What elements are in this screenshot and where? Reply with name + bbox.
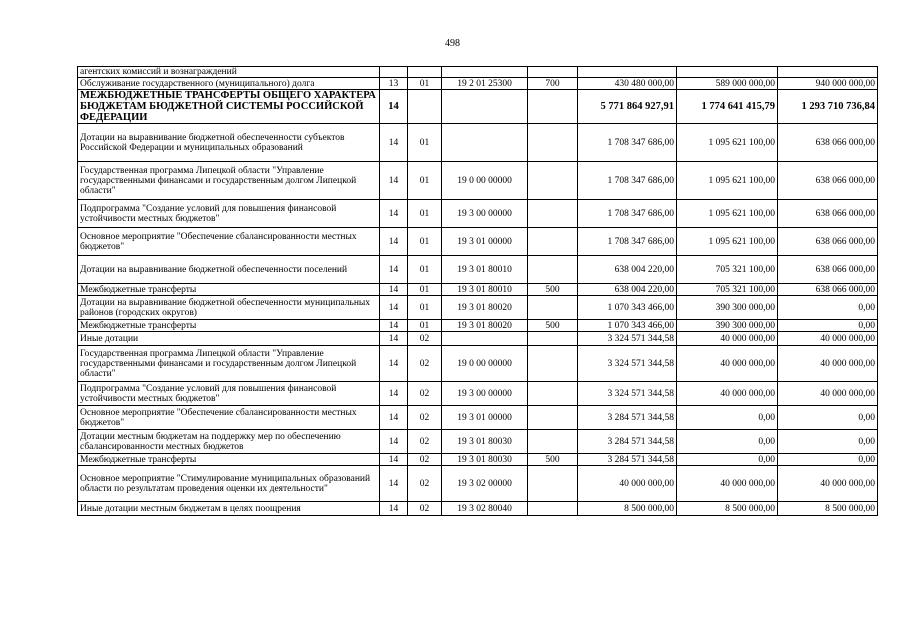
row-name-cell: Основное мероприятие "Обеспечение сбалансированности местных бюджетов" xyxy=(78,406,380,430)
amount-year-2-cell: 0,00 xyxy=(677,430,778,454)
section-code-cell: 14 xyxy=(380,332,408,346)
target-article-cell xyxy=(442,90,528,124)
table-row xyxy=(78,502,878,516)
row-name-cell: агентских комиссий и вознаграждений xyxy=(78,67,380,78)
amount-year-2-cell: 40 000 000,00 xyxy=(677,382,778,406)
row-name-cell: Межбюджетные трансферты xyxy=(78,320,380,332)
target-article-cell: 19 3 01 80010 xyxy=(442,256,528,284)
amount-year-1-cell: 3 284 571 344,58 xyxy=(578,430,677,454)
amount-year-1-cell: 1 070 343 466,00 xyxy=(578,296,677,320)
target-article-cell: 19 3 02 80040 xyxy=(442,502,528,516)
amount-year-3-cell: 40 000 000,00 xyxy=(778,382,878,406)
target-article-cell: 19 3 01 00000 xyxy=(442,406,528,430)
section-code-cell: 14 xyxy=(380,90,408,124)
expense-type-cell: 500 xyxy=(528,454,578,466)
subsection-code-cell: 01 xyxy=(408,78,442,90)
amount-year-1-cell: 1 708 347 686,00 xyxy=(578,124,677,162)
subsection-code-cell: 02 xyxy=(408,346,442,382)
expense-type-cell xyxy=(528,502,578,516)
section-code-cell xyxy=(380,67,408,78)
target-article-cell: 19 3 00 00000 xyxy=(442,200,528,228)
amount-year-1-cell xyxy=(578,67,677,78)
amount-year-3-cell: 638 066 000,00 xyxy=(778,200,878,228)
subsection-code-cell: 02 xyxy=(408,382,442,406)
expense-type-cell xyxy=(528,430,578,454)
section-code-cell: 14 xyxy=(380,502,408,516)
subsection-code-cell: 02 xyxy=(408,430,442,454)
amount-year-2-cell: 1 095 621 100,00 xyxy=(677,228,778,256)
target-article-cell: 19 0 00 00000 xyxy=(442,346,528,382)
amount-year-1-cell: 638 004 220,00 xyxy=(578,284,677,296)
amount-year-2-cell: 390 300 000,00 xyxy=(677,320,778,332)
subsection-code-cell: 01 xyxy=(408,162,442,200)
amount-year-2-cell: 1 095 621 100,00 xyxy=(677,162,778,200)
target-article-cell xyxy=(442,124,528,162)
expense-type-cell xyxy=(528,406,578,430)
amount-year-3-cell: 0,00 xyxy=(778,430,878,454)
expense-type-cell xyxy=(528,296,578,320)
subsection-code-cell: 02 xyxy=(408,502,442,516)
expense-type-cell xyxy=(528,466,578,502)
expense-type-cell xyxy=(528,228,578,256)
amount-year-2-cell xyxy=(677,67,778,78)
subsection-code-cell: 01 xyxy=(408,124,442,162)
expense-type-cell xyxy=(528,256,578,284)
section-code-cell: 14 xyxy=(380,124,408,162)
row-name-cell: Государственная программа Липецкой области "Управление государственными финансами и государственным долгом Липецкой области" xyxy=(78,162,380,200)
table-row xyxy=(78,454,878,466)
table-row xyxy=(78,296,878,320)
table-row xyxy=(78,200,878,228)
section-code-cell: 14 xyxy=(380,466,408,502)
amount-year-1-cell: 430 480 000,00 xyxy=(578,78,677,90)
subsection-code-cell: 02 xyxy=(408,454,442,466)
subsection-code-cell: 02 xyxy=(408,406,442,430)
subsection-code-cell: 01 xyxy=(408,200,442,228)
section-code-cell: 14 xyxy=(380,430,408,454)
target-article-cell: 19 3 02 00000 xyxy=(442,466,528,502)
subsection-code-cell: 01 xyxy=(408,256,442,284)
target-article-cell: 19 2 01 25300 xyxy=(442,78,528,90)
expense-type-cell xyxy=(528,124,578,162)
target-article-cell: 19 3 00 00000 xyxy=(442,382,528,406)
budget-table xyxy=(77,66,878,516)
section-code-cell: 14 xyxy=(380,382,408,406)
section-code-cell: 14 xyxy=(380,200,408,228)
amount-year-3-cell: 638 066 000,00 xyxy=(778,162,878,200)
table-row xyxy=(78,78,878,90)
row-name-cell: Межбюджетные трансферты xyxy=(78,284,380,296)
section-code-cell: 14 xyxy=(380,162,408,200)
section-code-cell: 14 xyxy=(380,228,408,256)
amount-year-3-cell: 0,00 xyxy=(778,296,878,320)
amount-year-3-cell: 1 293 710 736,84 xyxy=(778,90,878,124)
target-article-cell: 19 3 01 80020 xyxy=(442,296,528,320)
section-code-cell: 14 xyxy=(380,406,408,430)
amount-year-2-cell: 40 000 000,00 xyxy=(677,466,778,502)
amount-year-2-cell: 0,00 xyxy=(677,406,778,430)
amount-year-1-cell: 3 284 571 344,58 xyxy=(578,454,677,466)
row-name-cell: Дотации на выравнивание бюджетной обеспеченности субъектов Российской Федерации и муниципальных образований xyxy=(78,124,380,162)
amount-year-3-cell: 638 066 000,00 xyxy=(778,256,878,284)
page-number: 498 xyxy=(445,38,460,49)
table-row xyxy=(78,332,878,346)
table-row xyxy=(78,90,878,124)
target-article-cell: 19 0 00 00000 xyxy=(442,162,528,200)
table-row xyxy=(78,430,878,454)
amount-year-1-cell: 3 284 571 344,58 xyxy=(578,406,677,430)
section-code-cell: 13 xyxy=(380,78,408,90)
table-row xyxy=(78,406,878,430)
amount-year-3-cell: 0,00 xyxy=(778,454,878,466)
expense-type-cell xyxy=(528,162,578,200)
row-name-cell: Межбюджетные трансферты xyxy=(78,454,380,466)
amount-year-3-cell: 40 000 000,00 xyxy=(778,346,878,382)
subsection-code-cell xyxy=(408,90,442,124)
amount-year-2-cell: 0,00 xyxy=(677,454,778,466)
table-row xyxy=(78,346,878,382)
row-name-cell: Дотации местным бюджетам на поддержку мер по обеспечению сбалансированности местных бюджетов xyxy=(78,430,380,454)
amount-year-3-cell: 638 066 000,00 xyxy=(778,284,878,296)
amount-year-2-cell: 1 095 621 100,00 xyxy=(677,124,778,162)
table-row xyxy=(78,320,878,332)
subsection-code-cell: 01 xyxy=(408,320,442,332)
expense-type-cell xyxy=(528,200,578,228)
amount-year-1-cell: 1 070 343 466,00 xyxy=(578,320,677,332)
amount-year-3-cell: 638 066 000,00 xyxy=(778,228,878,256)
amount-year-1-cell: 1 708 347 686,00 xyxy=(578,200,677,228)
section-code-cell: 14 xyxy=(380,454,408,466)
amount-year-2-cell: 8 500 000,00 xyxy=(677,502,778,516)
row-name-cell: Дотации на выравнивание бюджетной обеспеченности муниципальных районов (городских округов) xyxy=(78,296,380,320)
expense-type-cell: 700 xyxy=(528,78,578,90)
row-name-cell: Обслуживание государственного (муниципального) долга xyxy=(78,78,380,90)
section-code-cell: 14 xyxy=(380,296,408,320)
amount-year-3-cell: 8 500 000,00 xyxy=(778,502,878,516)
target-article-cell: 19 3 01 80030 xyxy=(442,454,528,466)
row-name-cell: Государственная программа Липецкой области "Управление государственными финансами и государственным долгом Липецкой области" xyxy=(78,346,380,382)
table-row xyxy=(78,256,878,284)
target-article-cell: 19 3 01 80020 xyxy=(442,320,528,332)
amount-year-2-cell: 1 774 641 415,79 xyxy=(677,90,778,124)
amount-year-1-cell: 638 004 220,00 xyxy=(578,256,677,284)
row-name-cell: Основное мероприятие "Стимулирование муниципальных образований области по результатам проведения оценки их деятельности" xyxy=(78,466,380,502)
table-row xyxy=(78,124,878,162)
section-code-cell: 14 xyxy=(380,256,408,284)
amount-year-1-cell: 5 771 864 927,91 xyxy=(578,90,677,124)
row-name-cell: МЕЖБЮДЖЕТНЫЕ ТРАНСФЕРТЫ ОБЩЕГО ХАРАКТЕРА БЮДЖЕТАМ БЮДЖЕТНОЙ СИСТЕМЫ РОССИЙСКОЙ ФЕДЕРАЦИИ xyxy=(78,90,380,124)
target-article-cell: 19 3 01 80010 xyxy=(442,284,528,296)
row-name-cell: Иные дотации xyxy=(78,332,380,346)
amount-year-3-cell: 40 000 000,00 xyxy=(778,466,878,502)
row-name-cell: Подпрограмма "Создание условий для повышения финансовой устойчивости местных бюджетов" xyxy=(78,382,380,406)
amount-year-3-cell: 940 000 000,00 xyxy=(778,78,878,90)
amount-year-2-cell: 705 321 100,00 xyxy=(677,256,778,284)
amount-year-2-cell: 1 095 621 100,00 xyxy=(677,200,778,228)
amount-year-1-cell: 3 324 571 344,58 xyxy=(578,346,677,382)
amount-year-1-cell: 8 500 000,00 xyxy=(578,502,677,516)
amount-year-2-cell: 390 300 000,00 xyxy=(677,296,778,320)
table-row xyxy=(78,162,878,200)
expense-type-cell xyxy=(528,332,578,346)
target-article-cell xyxy=(442,332,528,346)
row-name-cell: Дотации на выравнивание бюджетной обеспеченности поселений xyxy=(78,256,380,284)
amount-year-3-cell: 40 000 000,00 xyxy=(778,332,878,346)
amount-year-3-cell: 0,00 xyxy=(778,406,878,430)
expense-type-cell xyxy=(528,346,578,382)
table-row xyxy=(78,382,878,406)
amount-year-1-cell: 1 708 347 686,00 xyxy=(578,228,677,256)
amount-year-2-cell: 705 321 100,00 xyxy=(677,284,778,296)
section-code-cell: 14 xyxy=(380,284,408,296)
amount-year-3-cell: 638 066 000,00 xyxy=(778,124,878,162)
table-row xyxy=(78,284,878,296)
row-name-cell: Иные дотации местным бюджетам в целях поощрения xyxy=(78,502,380,516)
expense-type-cell: 500 xyxy=(528,284,578,296)
section-code-cell: 14 xyxy=(380,346,408,382)
amount-year-1-cell: 3 324 571 344,58 xyxy=(578,382,677,406)
table-row xyxy=(78,67,878,78)
target-article-cell xyxy=(442,67,528,78)
expense-type-cell xyxy=(528,67,578,78)
amount-year-2-cell: 40 000 000,00 xyxy=(677,346,778,382)
subsection-code-cell: 02 xyxy=(408,332,442,346)
row-name-cell: Подпрограмма "Создание условий для повышения финансовой устойчивости местных бюджетов" xyxy=(78,200,380,228)
table-body xyxy=(78,67,878,516)
table-row xyxy=(78,228,878,256)
expense-type-cell: 500 xyxy=(528,320,578,332)
expense-type-cell xyxy=(528,90,578,124)
subsection-code-cell: 01 xyxy=(408,228,442,256)
target-article-cell: 19 3 01 80030 xyxy=(442,430,528,454)
amount-year-3-cell xyxy=(778,67,878,78)
amount-year-2-cell: 40 000 000,00 xyxy=(677,332,778,346)
amount-year-1-cell: 3 324 571 344,58 xyxy=(578,332,677,346)
subsection-code-cell: 02 xyxy=(408,466,442,502)
subsection-code-cell: 01 xyxy=(408,296,442,320)
table-row xyxy=(78,466,878,502)
row-name-cell: Основное мероприятие "Обеспечение сбалансированности местных бюджетов" xyxy=(78,228,380,256)
amount-year-1-cell: 1 708 347 686,00 xyxy=(578,162,677,200)
target-article-cell: 19 3 01 00000 xyxy=(442,228,528,256)
subsection-code-cell xyxy=(408,67,442,78)
amount-year-3-cell: 0,00 xyxy=(778,320,878,332)
subsection-code-cell: 01 xyxy=(408,284,442,296)
expense-type-cell xyxy=(528,382,578,406)
amount-year-2-cell: 589 000 000,00 xyxy=(677,78,778,90)
section-code-cell: 14 xyxy=(380,320,408,332)
amount-year-1-cell: 40 000 000,00 xyxy=(578,466,677,502)
